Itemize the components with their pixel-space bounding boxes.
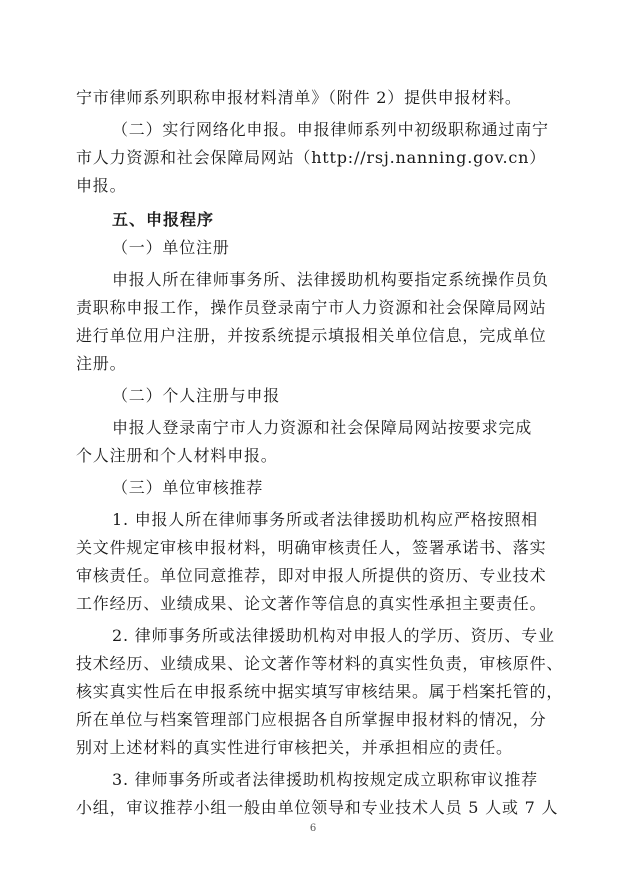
paragraph-line: 申报人登录南宁市人力资源和社会保障局网站按要求完成 xyxy=(112,418,533,437)
paragraph-line: 申报人所在律师事务所、法律援助机构要指定系统操作员负 xyxy=(112,270,549,289)
paragraph-line: 宁市律师系列职称申报材料清单》（附件 2）提供申报材料。 xyxy=(76,88,522,107)
paragraph-line: 注册。 xyxy=(76,354,127,373)
paragraph-line: 小组，审议推荐小组一般由单位领导和专业技术人员 5 人或 7 人 xyxy=(76,798,559,817)
paragraph-line: 个人注册和个人材料申报。 xyxy=(76,446,278,465)
paragraph-line: 2. 律师事务所或法律援助机构对申报人的学历、资历、专业 xyxy=(112,626,555,645)
subsection-heading: （一）单位注册 xyxy=(112,238,230,257)
paragraph-line: 进行单位用户注册，并按系统提示填报相关单位信息，完成单位 xyxy=(76,326,547,345)
paragraph-line: 核实真实性后在申报系统中据实填写审核结果。属于档案托管的， xyxy=(76,682,564,701)
section-heading: 五、申报程序 xyxy=(112,210,215,229)
paragraph-line: 申报。 xyxy=(76,176,127,195)
paragraph-line: 关文件规定审核申报材料，明确审核责任人，签署承诺书、落实 xyxy=(76,538,547,557)
paragraph-line: 责职称申报工作，操作员登录南宁市人力资源和社会保障局网站 xyxy=(76,298,547,317)
paragraph-line: 市人力资源和社会保障局网站（http://rsj.nanning.gov.cn） xyxy=(76,148,547,167)
paragraph-line: 1. 申报人所在律师事务所或者法律援助机构应严格按照相 xyxy=(112,510,538,529)
paragraph-line: 3. 律师事务所或者法律援助机构按规定成立职称审议推荐 xyxy=(112,770,538,789)
paragraph-line: 所在单位与档案管理部门应根据各自所掌握申报材料的情况，分 xyxy=(76,710,547,729)
paragraph-line: （二）实行网络化申报。申报律师系列中初级职称通过南宁 xyxy=(112,120,549,139)
paragraph-line: 工作经历、业绩成果、论文著作等信息的真实性承担主要责任。 xyxy=(76,594,547,613)
subsection-heading: （三）单位审核推荐 xyxy=(112,478,264,497)
subsection-heading: （二）个人注册与申报 xyxy=(112,386,281,405)
paragraph-line: 技术经历、业绩成果、论文著作等材料的真实性负责，审核原件、 xyxy=(76,654,564,673)
document-body xyxy=(76,84,564,822)
paragraph-line: 别对上述材料的真实性进行审核把关，并承担相应的责任。 xyxy=(76,738,513,757)
paragraph-line: 审核责任。单位同意推荐，即对申报人所提供的资历、专业技术 xyxy=(76,566,547,585)
page-number: 6 xyxy=(309,823,317,834)
